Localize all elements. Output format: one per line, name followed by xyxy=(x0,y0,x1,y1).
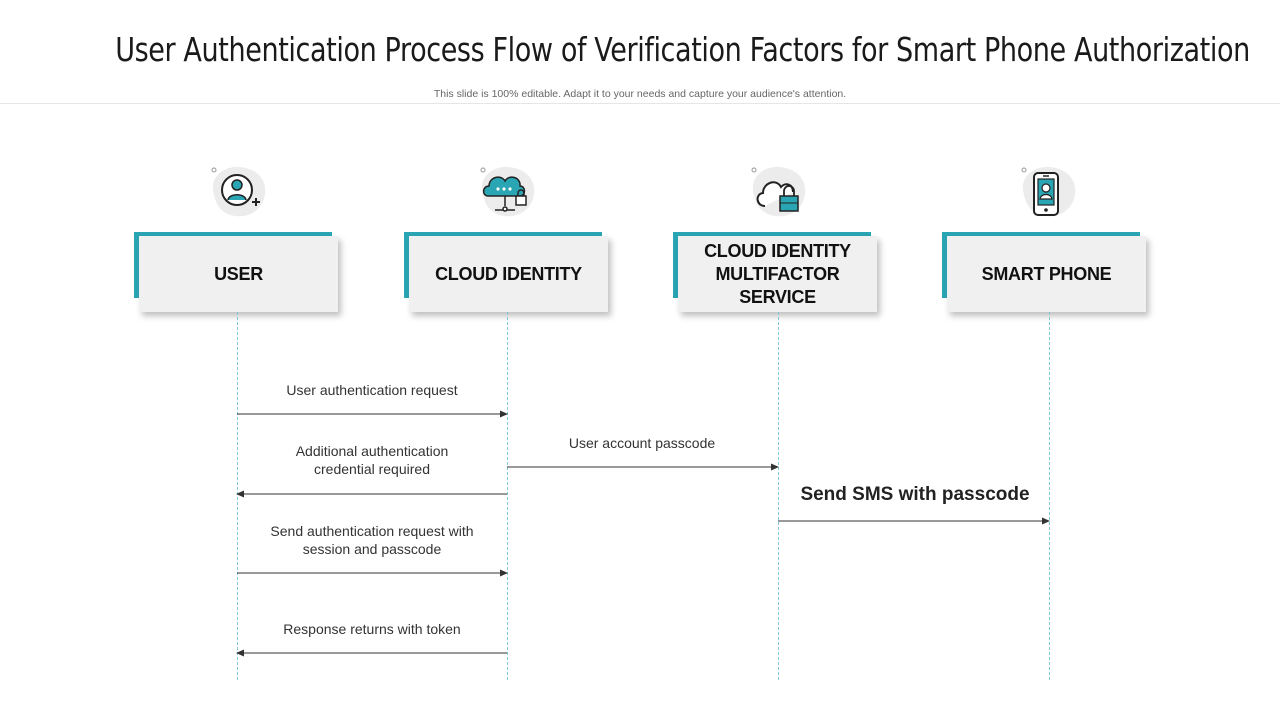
message-label-auth-request: User authentication request xyxy=(286,382,458,398)
message-label-response-token: Response returns with token xyxy=(283,621,461,637)
message-label-account-passcode: User account passcode xyxy=(568,435,716,451)
message-label-additional-credential: Additional authentication credential required xyxy=(295,443,449,477)
lane-label-multifactor-service: CLOUD IDENTITY MULTIFACTOR SERVICE xyxy=(678,236,877,312)
slide-title: User Authentication Process Flow of Verification Factors for Smart Phone Authorization xyxy=(115,30,1250,69)
message-label-session-passcode: Send authentication request with session and passcode xyxy=(270,523,474,557)
lane-label-smart-phone: SMART PHONE xyxy=(947,236,1146,312)
message-label-send-sms: Send SMS with passcode xyxy=(800,484,1030,505)
lane-label-cloud-identity: CLOUD IDENTITY xyxy=(409,236,608,312)
lane-label-user: USER xyxy=(139,236,338,312)
slide-subtitle: This slide is 100% editable. Adapt it to your needs and capture your audience's attention. xyxy=(433,88,847,100)
